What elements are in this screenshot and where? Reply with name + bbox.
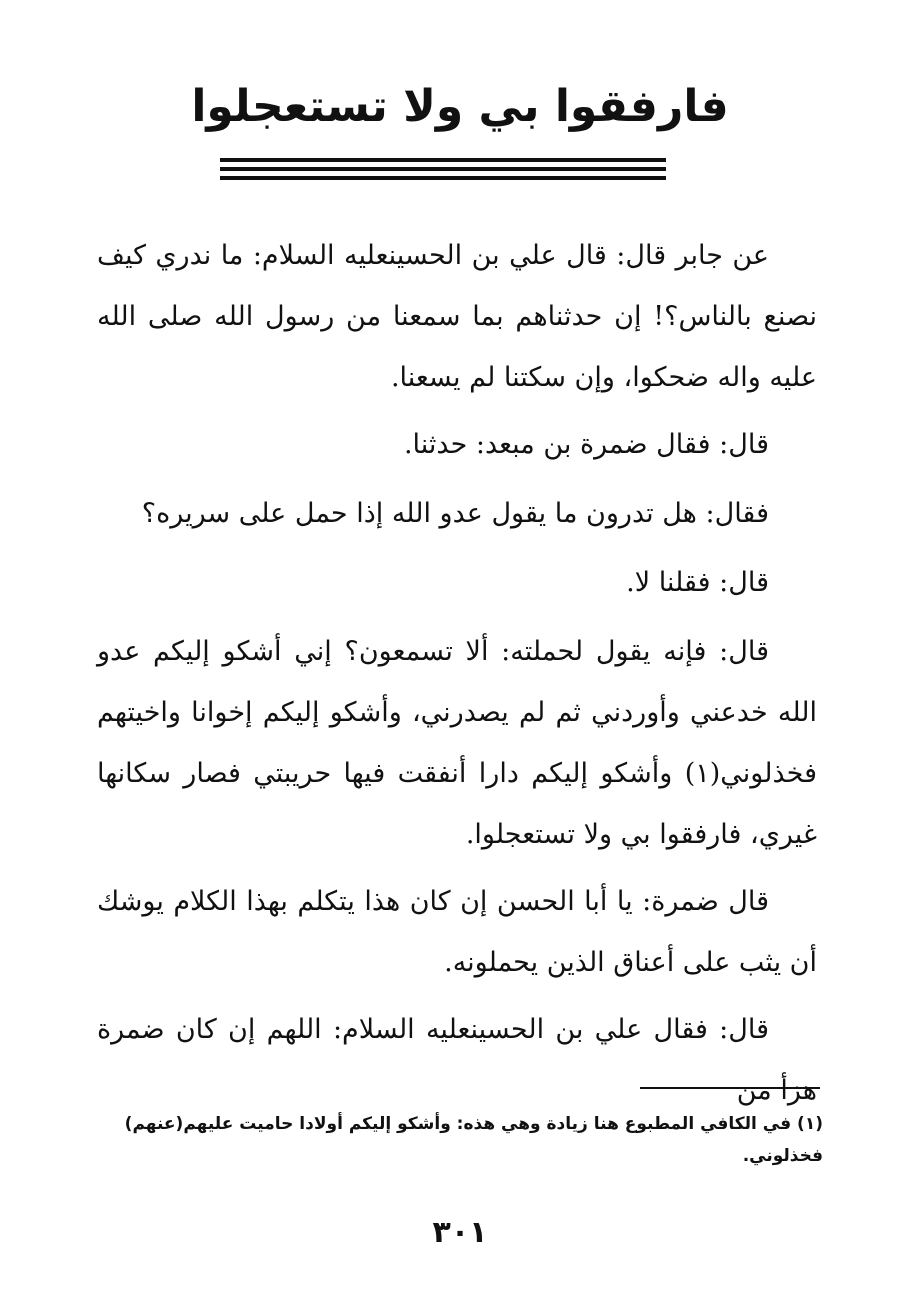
page-title: فارفقوا بي ولا تستعجلوا (191, 81, 729, 132)
paragraph: قال: فقال علي بن الحسينعليه السلام: اللهم إن كان ضمرة هزأ من (97, 1014, 817, 1106)
title-divider (220, 158, 666, 180)
paragraph: قال: فإنه يقول لحملته: ألا تسمعون؟ إني أشكو إليكم عدو الله خدعني وأوردني ثم لم يصدرني، وأشكو إليكم إخوانا واخيتهم فخذلوني(١) وأشكو إليكم دارا أنفقت فيها حريبتي فصار سكانها غيري، فارفقوا بي ولا تستعجلوا. (97, 636, 817, 850)
divider-line (220, 167, 666, 171)
divider-line (220, 158, 666, 162)
paragraph: قال: فقلنا لا. (626, 567, 769, 598)
body-text (97, 225, 817, 1127)
paragraph: قال ضمرة: يا أبا الحسن إن كان هذا يتكلم بهذا الكلام يوشك أن يثب على أعناق الذين يحملونه. (97, 886, 817, 978)
divider-line (220, 176, 666, 180)
paragraph: فقال: هل تدرون ما يقول عدو الله إذا حمل على سريره؟ (141, 498, 769, 529)
paragraph: عن جابر قال: قال علي بن الحسينعليه السلام: ما ندري كيف نصنع بالناس؟! إن حدثناهم بما سمعنا من رسول الله صلى الله عليه واله ضحكوا، وإن سكتنا لم يسعنا. (97, 240, 817, 393)
paragraph: قال: فقال ضمرة بن مبعد: حدثنا. (403, 429, 769, 460)
page-number: ٣٠١ (432, 1215, 488, 1250)
footnote: (١) في الكافي المطبوع هنا زيادة وهي هذه: وأشكو إليكم أولادا حاميت عليهم(عنهم) فخذلوني. (124, 1114, 823, 1166)
footnote-separator (640, 1087, 820, 1089)
